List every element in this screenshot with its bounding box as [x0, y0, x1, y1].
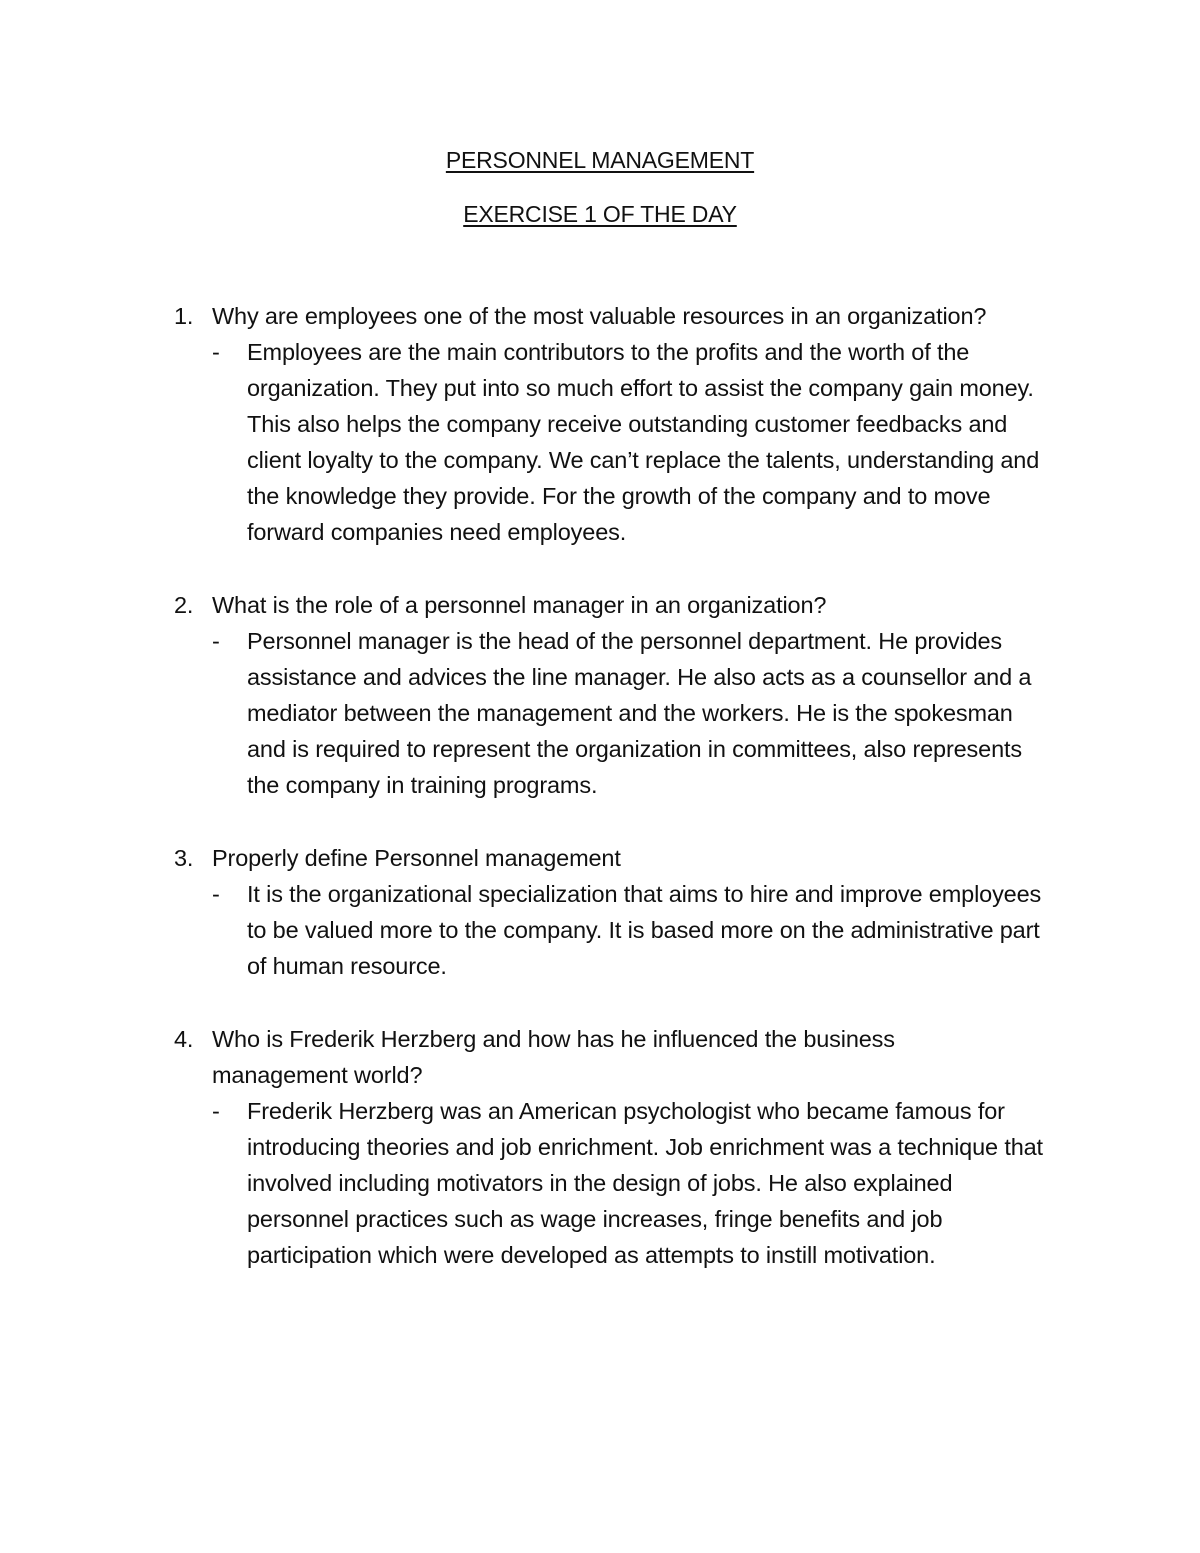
question-text: Properly define Personnel management — [212, 845, 621, 871]
question-number: 4. — [174, 1026, 194, 1052]
question-number: 3. — [174, 845, 194, 871]
answer-bullet: - — [212, 881, 220, 907]
document-subtitle: EXERCISE 1 OF THE DAY — [463, 201, 737, 227]
question-item-4 — [174, 1021, 1074, 1273]
answer-bullet: - — [212, 1098, 220, 1124]
answer-bullet: - — [212, 339, 220, 365]
answer-text: Frederik Herzberg was an American psychologist who became famous for introducing theories and job enrichment. Job enrichment was a technique that involved including motivators in the design of jobs. He also explained personnel practices such as wage increases, fringe benefits and job participation which were developed as attempts to instill motivation. — [247, 1098, 1043, 1268]
question-item-1 — [174, 298, 1074, 550]
answer-bullet: - — [212, 628, 220, 654]
question-number: 1. — [174, 303, 194, 329]
question-number: 2. — [174, 592, 194, 618]
question-item-2 — [174, 587, 1074, 803]
answer-block — [212, 1093, 1074, 1273]
answer-block — [212, 623, 1074, 803]
question-text: What is the role of a personnel manager in an organization? — [212, 592, 827, 618]
answer-block — [212, 334, 1074, 550]
question-text: Who is Frederik Herzberg and how has he influenced the business management world? — [212, 1026, 895, 1088]
answer-block — [212, 876, 1074, 984]
question-item-3 — [174, 840, 1074, 984]
answer-text: It is the organizational specialization that aims to hire and improve employees to be valued more to the company. It is based more on the administrative part of human resource. — [247, 881, 1042, 979]
answer-text: Personnel manager is the head of the personnel department. He provides assistance and advices the line manager. He also acts as a counsellor and a mediator between the management and the workers. He is the spokesman and is required to represent the organization in committees, also represents the company in training programs. — [247, 628, 1032, 798]
question-text: Why are employees one of the most valuable resources in an organization? — [212, 303, 987, 329]
document-title: PERSONNEL MANAGEMENT — [445, 147, 755, 173]
answer-text: Employees are the main contributors to the profits and the worth of the organization. They put into so much effort to assist the company gain money. This also helps the company receive outstanding customer feedbacks and client loyalty to the company. We can’t replace the talents, understanding and the knowledge they provide. For the growth of the company and to move forward companies need employees. — [247, 339, 1040, 545]
